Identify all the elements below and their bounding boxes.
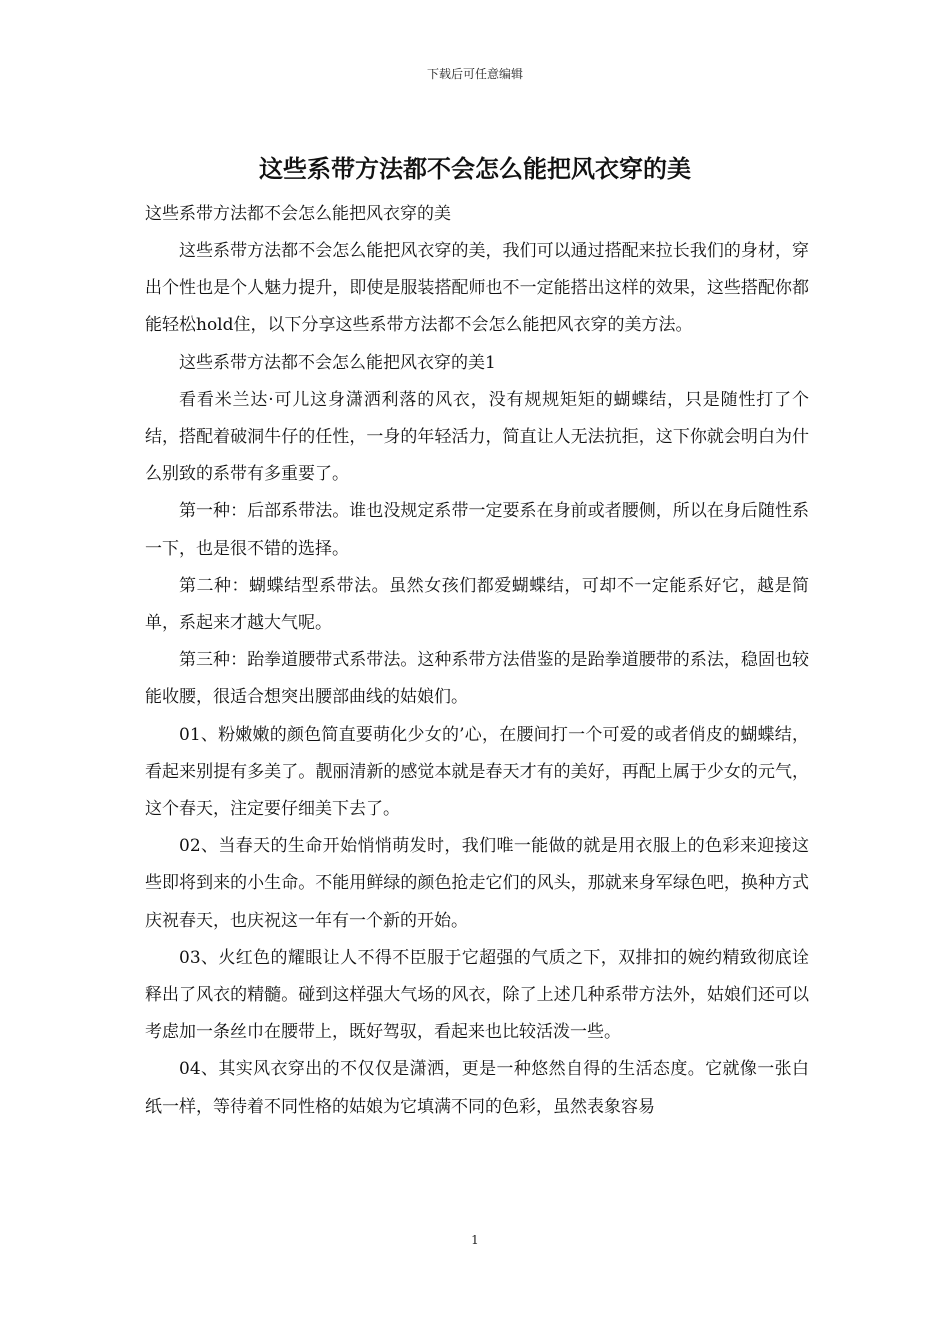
body-paragraph: 看看米兰达·可儿这身潇洒利落的风衣，没有规规矩矩的蝴蝶结，只是随性打了个结，搭配着破洞牛仔的任性，一身的年轻活力，简直让人无法抗拒，这下你就会明白为什么别致的系带有多重要了。 [145,389,809,485]
intro-paragraph: 这些系带方法都不会怎么能把风衣穿的美，我们可以通过搭配来拉长我们的身材，穿出个性也是个人魅力提升，即使是服装搭配师也不一定能搭出这样的效果，这些搭配你都能轻松hold住，以下分享这些系带方法都不会怎么能把风衣穿的美方法。 [145,241,809,336]
item-02-paragraph: 02、当春天的生命开始悄悄萌发时，我们唯一能做的就是用衣服上的色彩来迎接这些即将到来的小生命。不能用鲜绿的颜色抢走它们的风头，那就来身军绿色吧，换种方式庆祝春天，也庆祝这一年有一个新的开始。 [145,836,809,931]
page-number: 1 [471,1233,479,1247]
page-header-note: 下载后可任意编辑 [426,67,523,81]
item-03-paragraph: 03、火红色的耀眼让人不得不臣服于它超强的气质之下，双排扣的婉约精致彻底诠释出了风衣的精髓。碰到这样强大气场的风衣，除了上述几种系带方法外，姑娘们还可以考虑加一条丝巾在腰带上，既好驾驭，看起来也比较活泼一些。 [145,947,809,1043]
method-one-paragraph: 第一种：后部系带法。谁也没规定系带一定要系在身前或者腰侧，所以在身后随性系一下，也是很不错的选择。 [145,501,809,559]
method-two-paragraph: 第二种：蝴蝶结型系带法。虽然女孩们都爱蝴蝶结，可却不一定能系好它，越是简单，系起来才越大气呢。 [145,575,809,634]
method-three-paragraph: 第三种：跆拳道腰带式系带法。这种系带方法借鉴的是跆拳道腰带的系法，稳固也较能收腰，很适合想突出腰部曲线的姑娘们。 [145,650,809,708]
item-01-paragraph: 01、粉嫩嫩的颜色简直要萌化少女的’心，在腰间打一个可爱的或者俏皮的蝴蝶结，看起来别提有多美了。靓丽清新的感觉本就是春天才有的美好，再配上属于少女的元气，这个春天，注定要仔细美下去了。 [145,724,809,820]
section-heading: 这些系带方法都不会怎么能把风衣穿的美1 [179,352,496,373]
document-body [145,233,809,1126]
document-title: 这些系带方法都不会怎么能把风衣穿的美 [259,154,691,183]
document-subtitle: 这些系带方法都不会怎么能把风衣穿的美 [145,204,451,224]
item-04-paragraph: 04、其实风衣穿出的不仅仅是潇洒，更是一种悠然自得的生活态度。它就像一张白纸一样，等待着不同性格的姑娘为它填满不同的色彩，虽然表象容易 [145,1059,809,1117]
